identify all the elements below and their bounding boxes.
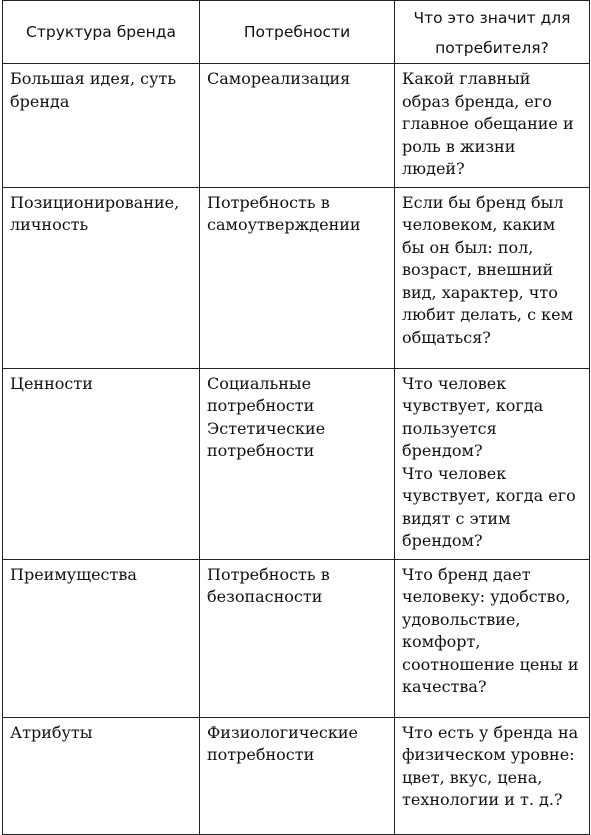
header-meaning: Что это значит для потребителя? bbox=[395, 1, 590, 64]
cell-meaning: Что бренд дает человеку: удобство, удовольствие, комфорт, соотношение цены и качества? bbox=[395, 559, 590, 717]
cell-structure: Преимущества bbox=[3, 559, 200, 717]
cell-needs: Самореализация bbox=[200, 64, 395, 188]
table-row bbox=[3, 64, 590, 188]
cell-meaning: Что человек чувствует, когда пользуется брендом? Что человек чувствует, когда его видят с этим брендом? bbox=[395, 368, 590, 559]
table-row bbox=[3, 559, 590, 717]
header-needs: Потребности bbox=[200, 1, 395, 64]
table-row bbox=[3, 717, 590, 834]
brand-structure-table bbox=[2, 0, 590, 835]
table-header-row bbox=[3, 1, 590, 64]
cell-needs: Социальные потребности Эстетические потребности bbox=[200, 368, 395, 559]
cell-needs: Потребность в безопасности bbox=[200, 559, 395, 717]
table-row bbox=[3, 187, 590, 368]
cell-structure: Ценности bbox=[3, 368, 200, 559]
cell-meaning: Что есть у бренда на физическом уровне: цвет, вкус, цена, технологии и т. д.? bbox=[395, 717, 590, 834]
header-structure: Структура бренда bbox=[3, 1, 200, 64]
cell-structure: Большая идея, суть бренда bbox=[3, 64, 200, 188]
cell-structure: Позиционирование, личность bbox=[3, 187, 200, 368]
cell-needs: Физиологические потребности bbox=[200, 717, 395, 834]
cell-structure: Атрибуты bbox=[3, 717, 200, 834]
table-row bbox=[3, 368, 590, 559]
cell-needs: Потребность в самоутверждении bbox=[200, 187, 395, 368]
cell-meaning: Какой главный образ бренда, его главное обещание и роль в жизни людей? bbox=[395, 64, 590, 188]
cell-meaning: Если бы бренд был человеком, каким бы он был: пол, возраст, внешний вид, характер, что любит делать, с кем общаться? bbox=[395, 187, 590, 368]
